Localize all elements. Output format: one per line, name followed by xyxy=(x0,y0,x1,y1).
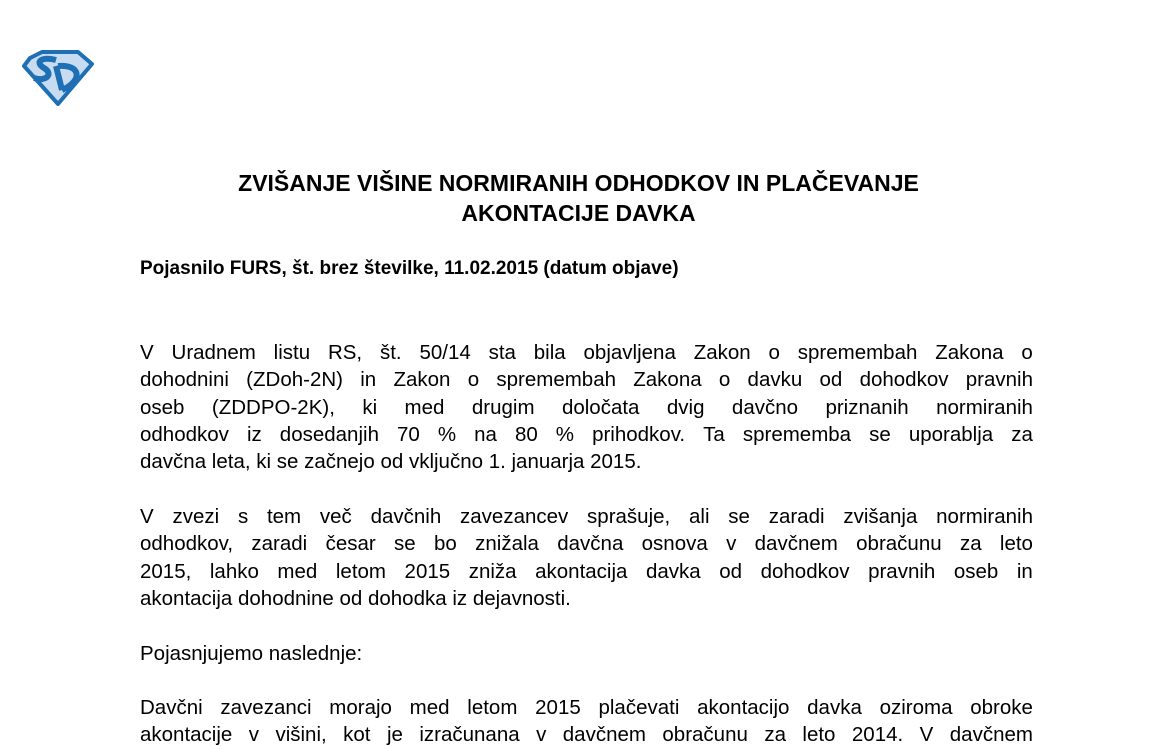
text-line: Pojasnjujemo naslednje: xyxy=(140,642,363,665)
document-title xyxy=(0,168,1157,228)
title-line: AKONTACIJE DAVKA xyxy=(461,200,696,226)
text-line: davčna leta, ki se začnejo od vključno 1. januarja 2015. xyxy=(140,450,642,474)
text-line: odhodkov, zaradi česar se bo znižala davčna osnova v davčnem obračunu za leto xyxy=(140,532,1033,556)
text-line: V zvezi s tem več davčnih zavezancev sprašuje, ali se zaradi zvišanja normiranih xyxy=(140,505,1033,528)
text-line: akontacija dohodnine od dohodka iz dejavnosti. xyxy=(140,586,571,610)
paragraph xyxy=(140,640,1033,667)
company-logo xyxy=(22,50,96,106)
paragraph xyxy=(140,694,1033,749)
title-line: ZVIŠANJE VIŠINE NORMIRANIH ODHODKOV IN PLAČEVANJE xyxy=(238,170,919,196)
text-line: oseb (ZDDPO-2K), ki med drugim določata dvig davčno priznanih normiranih xyxy=(140,395,1033,419)
paragraph xyxy=(140,503,1033,612)
text-line: dohodnini (ZDoh-2N) in Zakon o spremembah Zakona o davku od dohodkov pravnih xyxy=(140,368,1033,392)
document-subtitle: Pojasnilo FURS, št. brez številke, 11.02.2015 (datum objave) xyxy=(140,258,679,279)
text-line: 2015, lahko med letom 2015 zniža akontacija davka od dohodkov pravnih oseb in xyxy=(140,559,1033,583)
text-line: akontacije v višini, kot je izračunana v davčnem obračunu za leto 2014. V davčnem xyxy=(140,723,1033,747)
text-line: Davčni zavezanci morajo med letom 2015 plačevati akontacijo davka oziroma obroke xyxy=(140,696,1033,719)
text-line: V Uradnem listu RS, št. 50/14 sta bila objavljena Zakon o spremembah Zakona o xyxy=(140,341,1033,364)
paragraph xyxy=(140,339,1033,475)
text-line: odhodkov iz dosedanjih 70 % na 80 % prihodkov. Ta sprememba se uporablja za xyxy=(140,422,1033,446)
